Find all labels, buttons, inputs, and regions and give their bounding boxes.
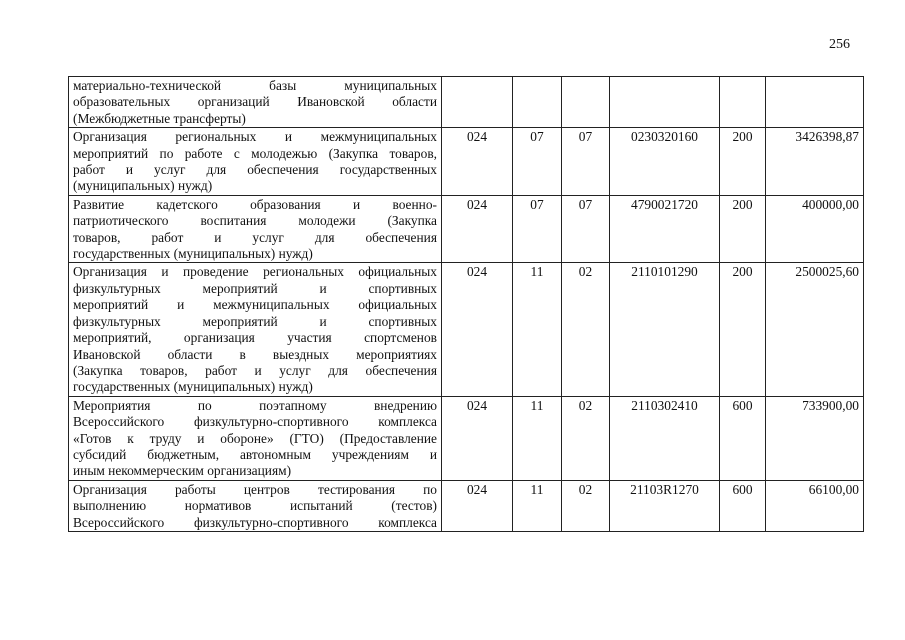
amount-cell: 400000,00 [766,195,864,263]
section-code-cell: 07 [513,128,562,196]
section-code-cell: 11 [513,263,562,396]
subsection-code-cell: 07 [562,195,610,263]
target-article-cell [610,77,720,128]
description-line: Ивановской области в выездных мероприятиях [73,346,437,362]
ministry-code-cell: 024 [442,128,513,196]
expense-type-cell: 600 [720,396,766,480]
ministry-code-cell: 024 [442,263,513,396]
description-line: образовательных организаций Ивановской области [73,94,437,110]
description-cell [69,77,442,128]
amount-cell [766,77,864,128]
description-cell [69,263,442,396]
expense-type-cell: 200 [720,195,766,263]
description-line: (Закупка товаров, работ и услуг для обеспечения [73,362,437,378]
description-line: субсидий бюджетным, автономным учреждениям и [73,446,437,462]
table-row [69,263,864,396]
description-line: выполнению нормативов испытаний (тестов) [73,498,437,514]
page-number: 256 [829,37,850,52]
section-code-cell: 11 [513,480,562,531]
description-cell [69,128,442,196]
target-article-cell: 21103R1270 [610,480,720,531]
target-article-cell: 2110302410 [610,396,720,480]
expense-type-cell [720,77,766,128]
subsection-code-cell: 07 [562,128,610,196]
description-line: (Межбюджетные трансферты) [73,110,246,126]
description-line: патриотического воспитания молодежи (Закупка [73,213,437,229]
description-line: государственных (муниципальных) нужд) [73,246,313,262]
target-article-cell: 2110101290 [610,263,720,396]
description-cell [69,195,442,263]
description-line: Всероссийского физкультурно-спортивного комплекса [73,514,437,530]
expense-type-cell: 200 [720,263,766,396]
description-line: иным некоммерческим организациям) [73,463,292,479]
description-line: мероприятий и межмуниципальных официальных [73,297,437,313]
description-line: материально-технической базы муниципальных [73,78,437,93]
subsection-code-cell: 02 [562,480,610,531]
description-line: Всероссийского физкультурно-спортивного комплекса [73,414,437,430]
target-article-cell: 4790021720 [610,195,720,263]
description-line: Развитие кадетского образования и военно- [73,196,437,212]
expense-type-cell: 200 [720,128,766,196]
description-line: Организация региональных и межмуниципальных [73,129,437,145]
expense-type-cell: 600 [720,480,766,531]
description-cell [69,396,442,480]
description-line: Организация работы центров тестирования по [73,481,437,497]
section-code-cell: 07 [513,195,562,263]
description-line: физкультурных мероприятий и спортивных [73,313,437,329]
description-line: товаров, работ и услуг для обеспечения [73,229,437,245]
ministry-code-cell: 024 [442,396,513,480]
description-line: физкультурных мероприятий и спортивных [73,280,437,296]
amount-cell: 2500025,60 [766,263,864,396]
ministry-code-cell [442,77,513,128]
description-line: мероприятий по работе с молодежью (Закупка товаров, [73,145,437,161]
description-line: государственных (муниципальных) нужд) [73,379,313,395]
subsection-code-cell [562,77,610,128]
subsection-code-cell: 02 [562,396,610,480]
description-line: (муниципальных) нужд) [73,178,213,194]
ministry-code-cell: 024 [442,480,513,531]
amount-cell: 3426398,87 [766,128,864,196]
target-article-cell: 0230320160 [610,128,720,196]
table-row [69,396,864,480]
description-line: мероприятий, организация участия спортсменов [73,330,437,346]
table-row [69,77,864,128]
amount-cell: 733900,00 [766,396,864,480]
description-line: «Готов к труду и обороне» (ГТО) (Предоставление [73,430,437,446]
table-row [69,128,864,196]
section-code-cell: 11 [513,396,562,480]
description-line: Мероприятия по поэтапному внедрению [73,397,437,413]
table-row [69,480,864,531]
description-cell [69,480,442,531]
description-line: работ и услуг для обеспечения государственных [73,162,437,178]
ministry-code-cell: 024 [442,195,513,263]
section-code-cell [513,77,562,128]
amount-cell: 66100,00 [766,480,864,531]
table-row [69,195,864,263]
description-line: Организация и проведение региональных официальных [73,264,437,280]
subsection-code-cell: 02 [562,263,610,396]
budget-table [68,76,864,532]
